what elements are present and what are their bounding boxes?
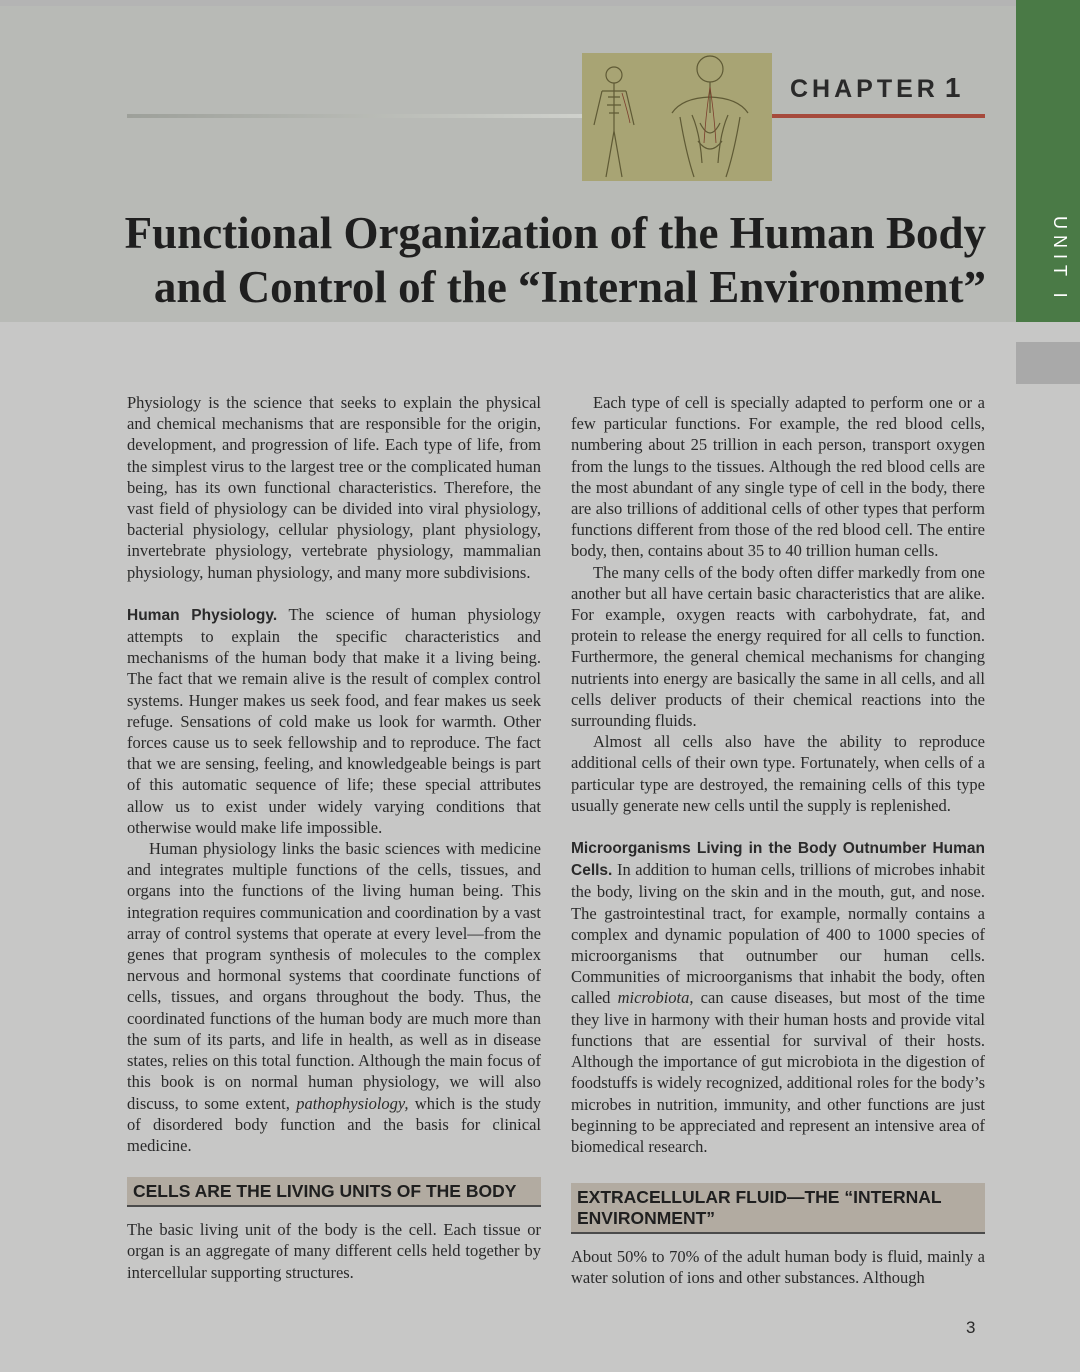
chapter-rule-right [772,114,985,118]
intro-paragraph: Physiology is the science that seeks to explain the physical and chemical mechanisms that are responsible for the origin, development, and progression of life. Each type of life, from the simplest virus to the largest tree or the complicated human being, has its own functional characteristics. Therefore, the vast field of physiology can be divided into viral physiology, bacterial physiology, cellular physiology, plant physiology, invertebrate physiology, vertebrate physiology, mammalian physiology, human physiology, and many more subdivisions. [127,393,541,582]
cell-reproduction-paragraph: Almost all cells also have the ability to reproduce additional cells of their own type. Fortunately, when cells of a particular type are destroyed, the remaining cells of this type usually generate new cells until the supply is replenished. [571,732,985,815]
section-heading-extracellular-fluid: EXTRACELLULAR FLUID—THE “INTERNAL ENVIRONMENT” [571,1183,985,1234]
microorganisms-text-b: can cause diseases, but most of the time they live in harmony with their human hosts and provide vital functions that are essential for survival of their hosts. Although the importance of gut microbiota in the digestion of foodstuffs is widely recognized, additional roles for the body’s microbes in nutrition, immunity, and other functions are just beginning to be appreciated and represent an intensive area of biomedical research. [571,988,985,1156]
integration-text-b: which is the study of disordered body function and the basis for clinical medicine. [127,1093,541,1155]
chapter-number: 1 [944,72,961,103]
chapter-word: CHAPTER [790,75,939,103]
cell-types-paragraph: Each type of cell is specially adapted to perform one or a few particular functions. For example, the red blood cells, numbering about 25 trillion in each person, transport oxygen from the lungs to the tissues. Although the red blood cells are the most abundant of any single type of cell in the body, there are also trillions of additional cells of other types that perform functions different from those of the red blood cell. The entire body, then, contains about 35 to 40 trillion human cells. [571,393,985,561]
anatomy-illustration-icon [582,53,772,181]
unit-label: UNIT I [1050,216,1070,304]
human-physiology-paragraph [127,604,541,838]
chapter-title-line-2: and Control of the “Internal Environment” [153,262,986,312]
pathophysiology-term: pathophysiology, [296,1093,409,1113]
microorganisms-text-a: In addition to human cells, trillions of microbes inhabit the body, living on the skin and in the mouth, gut, and nose. The gastrointestinal tract, for example, normally contains a complex and dynamic population of 400 to 1000 species of microorganisms that outnumber our human cells. Communities of microorganisms that inhabit the body, often called [571,860,985,1008]
section-heading-cells: CELLS ARE THE LIVING UNITS OF THE BODY [127,1177,541,1207]
integration-paragraph [127,838,541,1156]
anatomy-illustration-svg [582,53,772,181]
chapter-rule-left [127,114,582,118]
human-physiology-heading: Human Physiology. [127,606,278,624]
chapter-title [120,206,986,314]
extracellular-fluid-paragraph: About 50% to 70% of the adult human body is fluid, mainly a water solution of ions and other substances. Although [571,1247,985,1288]
chapter-label [790,72,990,104]
cell-characteristics-paragraph: The many cells of the body often differ markedly from one another but all have certain basic characteristics that are alike. For example, oxygen reacts with carbohydrate, fat, and protein to release the energy required for all cells to function. Furthermore, the general chemical mechanisms for changing nutrients into energy are basically the same in all cells, and all cells deliver products of their chemical reactions into the surrounding fluids. [571,562,985,731]
microorganisms-heading: Microorganisms Living in the Body Outnumber Human Cells. [571,840,985,880]
microbiota-term: microbiota, [617,988,694,1008]
right-column [571,392,985,1289]
microorganisms-paragraph [571,837,985,1157]
page-number: 3 [966,1318,976,1337]
human-physiology-text: The science of human physiology attempts to explain the specific characteristics and mechanisms of the human body that make it a living being. The fact that we remain alive is the result of complex control systems. Hunger makes us seek food, and fear makes us seek refuge. Sensations of cold make us look for warmth. Other forces cause us to seek fellowship and to reproduce. The fact that we are sensing, feeling, and knowledgeable beings is part of this automatic sequence of life; these special attributes allow us to exist under widely varying conditions that otherwise would make life impossible. [127,604,541,837]
chapter-title-line-1: Functional Organization of the Human Body [124,208,986,258]
cells-paragraph: The basic living unit of the body is the cell. Each tissue or organ is an aggregate of many different cells held together by intercellular supporting structures. [127,1220,541,1282]
left-column [127,392,541,1283]
integration-text-a: Human physiology links the basic sciences with medicine and integrates multiple functions of the cells, tissues, and organs into the functions of the living human being. This integration requires communication and coordination by a vast array of control systems that operate at every level—from the genes that program synthesis of molecules to the complex nervous and hormonal systems that coordinate functions of cells, tissues, and organs throughout the body. Thus, the coordinated functions of the human body are much more than the sum of its parts, and life in health, as well as in disease states, relies on this total function. Although the main focus of this book is on normal human physiology, we will also discuss, to some extent, [127,839,541,1113]
side-thumb-tab [1016,342,1080,384]
